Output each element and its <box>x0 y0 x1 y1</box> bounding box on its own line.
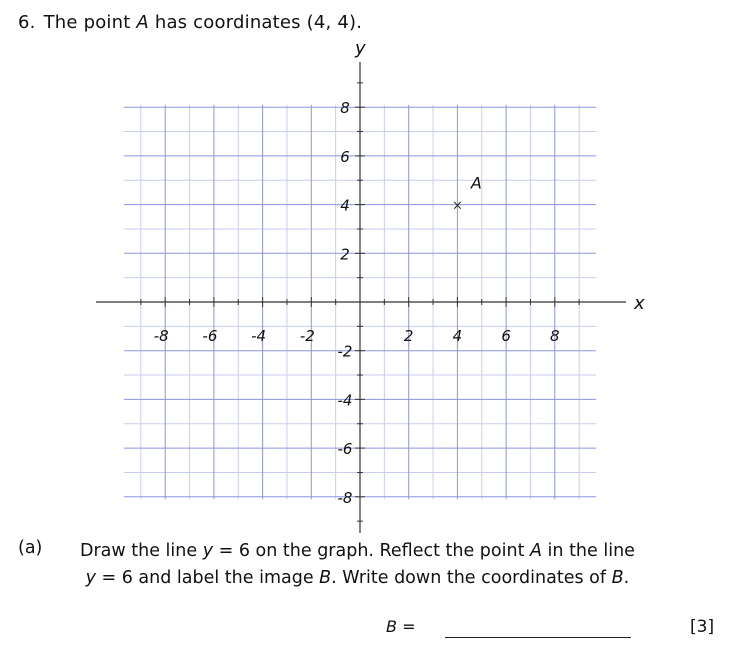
y-tick-label: 8 <box>340 99 350 118</box>
instr-text-2c: . <box>623 568 630 588</box>
x-tick-label: -4 <box>251 327 267 345</box>
question-number: 6. <box>18 12 36 33</box>
instruction-line-2 <box>80 565 700 592</box>
point-layer <box>452 174 482 214</box>
y-tick-label: -2 <box>337 342 353 361</box>
tick-labels <box>154 38 645 507</box>
question-intro-post: has coordinates (4, 4). <box>148 12 363 33</box>
x-tick-label: 2 <box>403 327 414 345</box>
part-a-label: (a) <box>18 538 43 558</box>
y-tick-label: 2 <box>340 245 350 264</box>
y-tick-label: -8 <box>337 488 353 507</box>
point-a-label: A <box>470 173 482 193</box>
y-tick-label: -6 <box>337 440 353 459</box>
x-tick-label: 4 <box>452 327 463 345</box>
instr-var-a: A <box>530 541 542 561</box>
x-axis-label: x <box>634 293 645 314</box>
question-intro-pre: The point <box>43 12 137 33</box>
instruction-line-1 <box>80 538 700 565</box>
x-tick-label: 8 <box>550 327 560 345</box>
x-tick-label: 6 <box>501 327 511 345</box>
instr-text-2b: . Write down the coordinates of <box>331 568 612 588</box>
x-tick-label: -8 <box>153 327 169 345</box>
axes <box>96 62 626 533</box>
instr-text-2a: = 6 and label the image <box>95 568 320 588</box>
x-tick-label: -6 <box>202 327 218 345</box>
y-tick-label: -4 <box>337 391 353 410</box>
instr-var-y1: y <box>202 541 214 561</box>
instr-text-1c: in the line <box>541 541 635 561</box>
instr-var-b2: B <box>611 568 624 588</box>
y-axis-label: y <box>355 38 366 59</box>
instr-var-y2: y <box>85 568 96 588</box>
x-tick-label: -2 <box>299 327 315 345</box>
instr-var-b1: B <box>319 568 332 588</box>
question-point-name: A <box>136 12 149 33</box>
point-a-marker: × <box>451 198 463 214</box>
y-tick-label: 6 <box>340 147 350 166</box>
instr-text-1b: = 6 on the graph. Reflect the point <box>213 541 530 561</box>
marks: [3] <box>690 617 715 637</box>
part-a-instructions <box>80 538 700 592</box>
instr-text-1a: Draw the line <box>80 541 203 561</box>
answer-line[interactable] <box>445 637 631 638</box>
answer-label: B = <box>386 617 416 636</box>
y-tick-label: 4 <box>340 196 350 215</box>
